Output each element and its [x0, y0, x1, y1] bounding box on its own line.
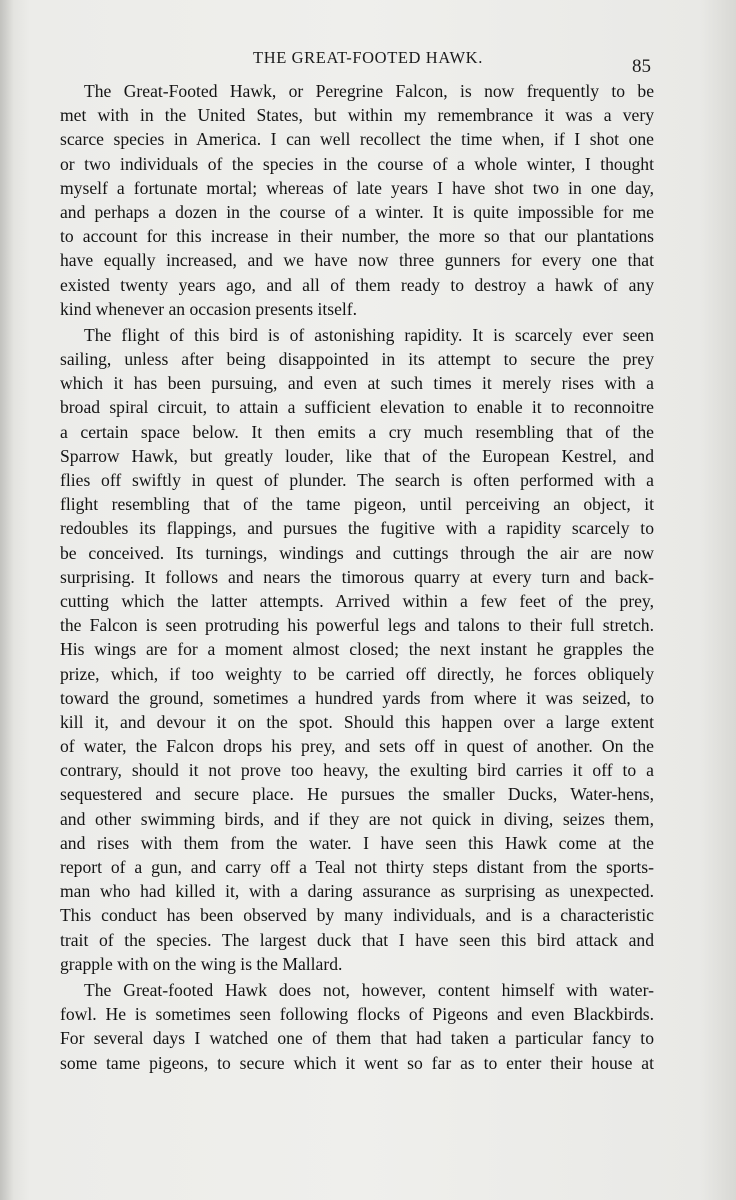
text-line: flies off swiftly in quest of plunder. The search is often performed with a — [60, 470, 654, 490]
running-head: THE GREAT-FOOTED HAWK. — [253, 48, 483, 67]
text-line: and other swimming birds, and if they are not quick in diving, seizes them, — [60, 808, 654, 829]
text-line: toward the ground, sometimes a hundred yards from where it was seized, to — [60, 687, 654, 708]
text-line: or two individuals of the species in the course of a whole winter, I thought — [60, 153, 654, 174]
text-line: be conceived. Its turnings, windings and cuttings through the air are now — [60, 542, 654, 563]
text-line: man who had killed it, with a daring assurance as surprising as unexpected. — [60, 881, 654, 902]
text-line: have equally increased, and we have now three gunners for every one that — [60, 250, 654, 271]
text-line: trait of the species. The largest duck that I have seen this bird attack and — [60, 929, 654, 950]
text-line: which it has been pursuing, and even at such times it merely rises with a — [60, 373, 654, 394]
text-line: The Great-Footed Hawk, or Peregrine Falcon, is now frequently to be — [84, 81, 654, 101]
text-line: sequestered and secure place. He pursues the smaller Ducks, Water-hens, — [60, 784, 654, 805]
text-line: His wings are for a moment almost closed; the next instant he grapples the — [60, 639, 654, 660]
text-line: to account for this increase in their number, the more so that our plantations — [60, 226, 654, 247]
text-line: report of a gun, and carry off a Teal not thirty steps distant from the sports- — [60, 857, 654, 877]
text-line: some tame pigeons, to secure which it went so far as to enter their house at — [60, 1052, 654, 1073]
text-line: a certain space below. It then emits a cry much resembling that of the — [60, 421, 654, 442]
text-line: broad spiral circuit, to attain a sufficient elevation to enable it to reconnoitre — [60, 397, 654, 418]
text-line: fowl. He is sometimes seen following flocks of Pigeons and even Blackbirds. — [60, 1004, 654, 1025]
text-line: kill it, and devour it on the spot. Should this happen over a large extent — [60, 711, 654, 732]
text-line: The Great-footed Hawk does not, however, content himself with water- — [84, 979, 654, 1000]
text-line: existed twenty years ago, and all of them ready to destroy a hawk of any — [60, 274, 654, 295]
text-line: sailing, unless after being disappointed in its attempt to secure the prey — [60, 349, 654, 370]
text-line: scarce species in America. I can well recollect the time when, if I shot one — [60, 129, 654, 150]
text-line: cutting which the latter attempts. Arrived within a few feet of the prey, — [60, 590, 654, 611]
text-line: The flight of this bird is of astonishing rapidity. It is scarcely ever seen — [84, 324, 654, 345]
text-line: prize, which, if too weighty to be carried off directly, he forces obliquely — [60, 663, 654, 684]
text-line: myself a fortunate mortal; whereas of late years I have shot two in one day, — [60, 177, 654, 198]
text-line: contrary, should it not prove too heavy, the exulting bird carries it off to a — [60, 760, 654, 781]
text-line: and rises with them from the water. I have seen this Hawk come at the — [60, 832, 654, 853]
text-line: This conduct has been observed by many individuals, and is a characteristic — [60, 905, 654, 926]
text-line: and perhaps a dozen in the course of a winter. It is quite impossible for me — [60, 201, 654, 222]
body-text — [60, 79, 654, 1075]
text-line: Sparrow Hawk, but greatly louder, like that of the European Kestrel, and — [60, 445, 654, 466]
text-line: of water, the Falcon drops his prey, and sets off in quest of another. On the — [60, 736, 654, 757]
text-line: redoubles its flappings, and pursues the fugitive with a rapidity scarcely to — [60, 518, 654, 539]
text-line: surprising. It follows and nears the timorous quarry at every turn and back- — [60, 566, 654, 587]
gutter-shadow — [0, 0, 14, 1200]
text-line: flight resembling that of the tame pigeon, until perceiving an object, it — [60, 494, 654, 515]
text-line: the Falcon is seen protruding his powerful legs and talons to their full stretch. — [60, 615, 654, 636]
page-number: 85 — [632, 56, 651, 77]
text-line: kind whenever an occasion presents itself. — [60, 298, 358, 319]
text-line: For several days I watched one of them that had taken a particular fancy to — [60, 1028, 654, 1049]
text-line: met with in the United States, but within my remembrance it was a very — [60, 105, 654, 126]
text-line: grapple with on the wing is the Mallard. — [60, 953, 343, 974]
